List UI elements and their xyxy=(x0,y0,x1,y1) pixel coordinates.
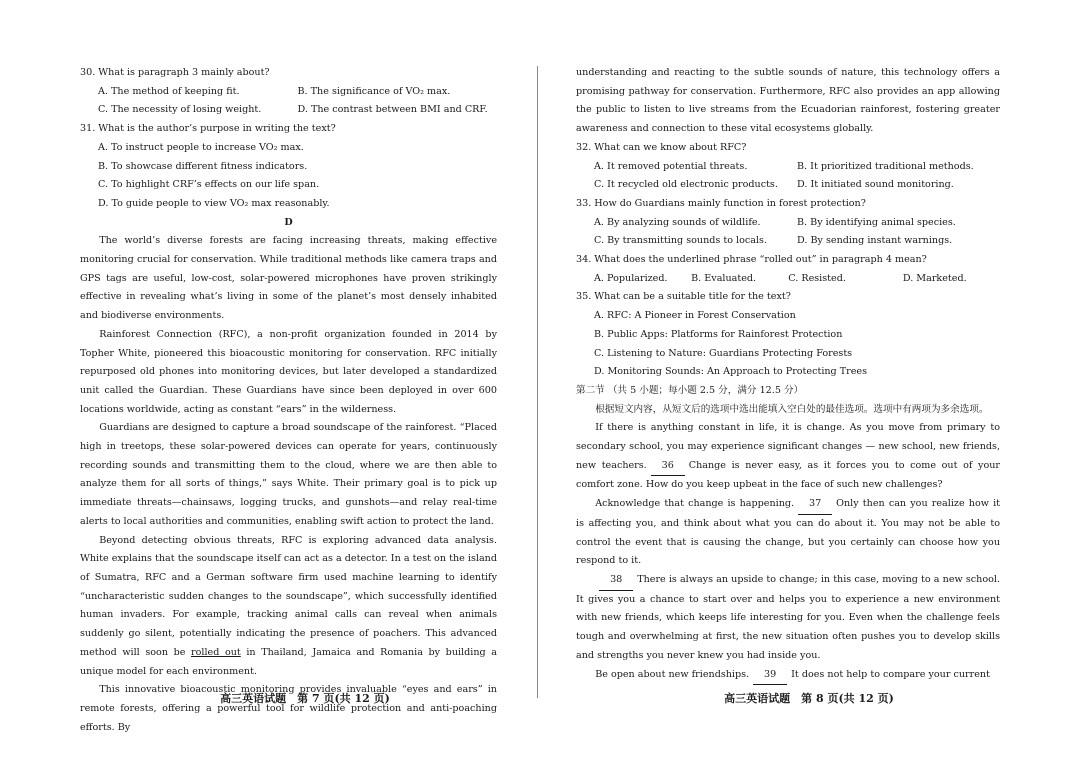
option-33b: B. By identifying animal species. xyxy=(797,216,956,228)
question-32-options-row2 xyxy=(576,176,1000,195)
paragraph-2-text-a: Acknowledge that change is happening. xyxy=(595,498,795,510)
paragraph-3-text: There is always an upside to change; in this case, moving to a new school. It gives you a chance to start over and helps you to experience a new environment with new friends, which keeps life interesting for you. Even when the challenge feels tough and overwhelming at first, the new situation often pushes you to develop skills and strengths you never knew you had inside you. xyxy=(576,573,1000,661)
option-31c: C. To highlight CRF’s effects on our life span. xyxy=(98,179,320,191)
option-30a: A. The method of keeping fit. xyxy=(98,85,240,97)
option-35a: A. RFC: A Pioneer in Forest Conservation xyxy=(594,310,796,322)
blank-38: 38 xyxy=(599,571,633,591)
option-32c: C. It recycled old electronic products. xyxy=(594,179,778,191)
question-34-options xyxy=(576,270,1000,289)
question-30-options-row1 xyxy=(80,83,497,102)
underlined-phrase: rolled out xyxy=(191,646,241,658)
option-35b: B. Public Apps: Platforms for Rainforest Protection xyxy=(594,328,843,340)
passage-d-paragraph-4 xyxy=(80,532,497,682)
blank-36: 36 xyxy=(651,457,685,477)
paragraph-4-text-a: Beyond detecting obvious threats, RFC is exploring advanced data analysis. White explains that the soundscape itself can act as a detector. In a test on the island of Sumatra, RFC and a German software firm used machine learning to identify “uncharacteristic sudden changes to the soundscape”, which successfully identified human invaders. For example, tracking animal calls can reveal when animals suddenly go silent, potentially indicating the presence of poachers. This advanced method will soon be xyxy=(80,534,497,658)
question-34-stem: 34. What does the underlined phrase “rolled out” in paragraph 4 mean? xyxy=(576,254,927,266)
option-31d: D. To guide people to view VO₂ max reasonably. xyxy=(98,197,330,209)
page-divider xyxy=(537,66,538,698)
passage-d-paragraph-5-continued: understanding and reacting to the subtle sounds of nature, this technology offers a promising pathway for conservation. Furthermore, RFC also provides an app allowing the public to listen to live streams from the Ecuadorian rainforest, fostering greater awareness and connection to these vital ecosystems globally. xyxy=(576,67,1000,135)
question-31-stem: 31. What is the author’s purpose in writing the text? xyxy=(80,123,336,135)
passage-d-paragraph-5: This innovative bioacoustic monitoring provides invaluable “eyes and ears” in remote forests, offering a powerful tool for wildlife protection and anti-poaching efforts. By xyxy=(80,684,497,733)
section-2-instruction: 根据短文内容，从短文后的选项中选出能填入空白处的最佳选项。选项中有两项为多余选项。 xyxy=(595,403,989,415)
paragraph-4-text-b: in Thailand, Jamaica and Romania by building a unique model for each environment. xyxy=(80,646,497,677)
question-30-options-row2 xyxy=(80,101,497,120)
blank-37: 37 xyxy=(798,495,832,515)
paragraph-2-text-b: Only then can you realize how it is affecting you, and think about what you can do about it. You may not be able to control the event that is causing the change, but you certainly can choose how you respond to it. xyxy=(576,498,1000,567)
option-32b: B. It prioritized traditional methods. xyxy=(797,160,974,172)
question-32-options-row1 xyxy=(576,158,1000,177)
question-30-stem: 30. What is paragraph 3 mainly about? xyxy=(80,67,270,78)
question-32-stem: 32. What can we know about RFC? xyxy=(576,141,747,153)
option-31b: B. To showcase different fitness indicators. xyxy=(98,160,308,172)
option-35d: D. Monitoring Sounds: An Approach to Protecting Trees xyxy=(594,366,868,378)
paragraph-1-text-b: Change is never easy, as it forces you to come out of your comfort zone. How do you keep upbeat in the face of such new challenges? xyxy=(576,459,1000,491)
question-35-stem: 35. What can be a suitable title for the text? xyxy=(576,291,791,303)
option-30c: C. The necessity of losing weight. xyxy=(98,104,262,116)
option-34a: A. Popularized. xyxy=(594,272,668,284)
section-2-title: 第二节 （共 5 小题；每小题 2.5 分，满分 12.5 分） xyxy=(576,384,804,396)
option-33c: C. By transmitting sounds to locals. xyxy=(594,235,768,247)
option-34c: C. Resisted. xyxy=(788,272,846,284)
question-33-options-row2 xyxy=(576,232,1000,251)
passage-paragraph-4 xyxy=(576,666,1000,686)
blank-39: 39 xyxy=(753,666,787,686)
passage-d-paragraph-2: Rainforest Connection (RFC), a non-profit organization founded in 2014 by Topher White, pioneered this bioacoustic monitoring for conservation. RFC initially repurposed old phones into monitoring devices, but later developed a standardized unit called the Guardian. These Guardians have since been deployed in over 600 locations worldwide, acting as constant “ears” in the wilderness. xyxy=(80,328,497,415)
question-33-options-row1 xyxy=(576,214,1000,233)
passage-d-paragraph-1: The world’s diverse forests are facing increasing threats, making effective monitoring crucial for conservation. While traditional methods like camera traps and GPS tags are useful, low-cost, solar-powered microphones have proven strikingly effective in revealing what’s living in some of the planet’s most densely inhabited and biodiverse environments. xyxy=(80,235,497,322)
paragraph-4-text-b: It does not help to compare your current xyxy=(791,668,990,680)
option-34b: B. Evaluated. xyxy=(691,272,757,284)
option-33d: D. By sending instant warnings. xyxy=(797,235,953,247)
option-33a: A. By analyzing sounds of wildlife. xyxy=(594,216,761,228)
question-33-stem: 33. How do Guardians mainly function in forest protection? xyxy=(576,197,866,209)
right-page xyxy=(576,64,1000,685)
paragraph-1-text-a: If there is anything constant in life, it is change. As you move from primary to secondary school, you may experience significant changes — new school, new friends, new teachers. xyxy=(576,422,1000,471)
option-30d: D. The contrast between BMI and CRF. xyxy=(297,104,488,116)
option-30b: B. The significance of VO₂ max. xyxy=(297,85,451,97)
paragraph-4-text-a: Be open about new friendships. xyxy=(595,668,750,680)
option-35c: C. Listening to Nature: Guardians Protecting Forests xyxy=(594,347,853,359)
page-footer-left: 高三英语试题 第 7 页(共 12 页) xyxy=(220,692,390,705)
passage-paragraph-3 xyxy=(576,571,1000,666)
passage-paragraph-2 xyxy=(576,495,1000,571)
passage-d-heading: D xyxy=(284,216,293,228)
page-footer-right: 高三英语试题 第 8 页(共 12 页) xyxy=(724,692,894,705)
option-32d: D. It initiated sound monitoring. xyxy=(797,179,954,191)
left-page xyxy=(80,64,497,737)
option-31a: A. To instruct people to increase VO₂ max. xyxy=(98,141,304,153)
option-34d: D. Marketed. xyxy=(902,272,967,284)
passage-d-paragraph-3: Guardians are designed to capture a broad soundscape of the rainforest. “Placed high in treetops, these solar-powered devices can operate for years, continuously recording sounds and transmitting them to the cloud, where we are then able to analyze them for all sorts of things,” says White. Their primary goal is to pick up immediate threats—chainsaws, logging trucks, and gunshots—and relay real-time alerts to local authorities and communities, enabling swift action to protect the land. xyxy=(80,422,497,527)
option-32a: A. It removed potential threats. xyxy=(594,160,748,172)
passage-paragraph-1 xyxy=(576,419,1000,495)
